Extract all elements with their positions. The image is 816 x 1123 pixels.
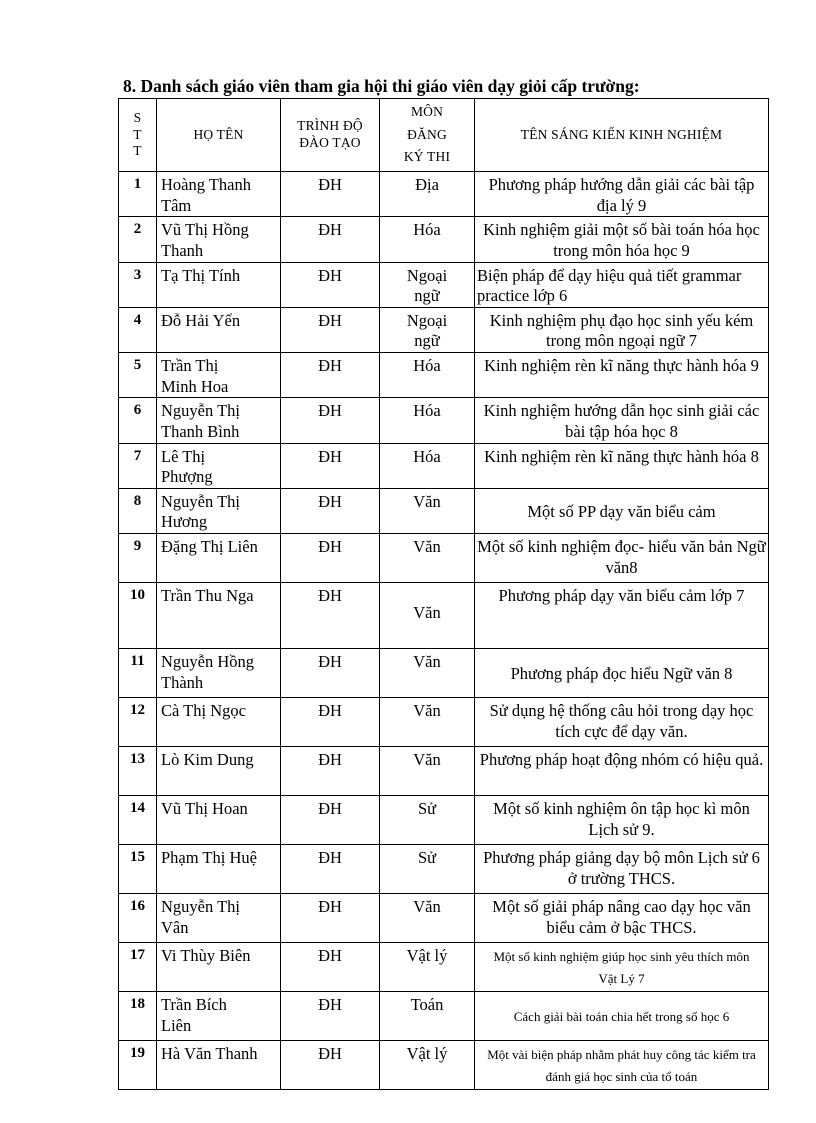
header-stt: STT (119, 99, 157, 172)
cell-degree: ĐH (281, 583, 380, 649)
cell-initiative: Biện pháp để dạy hiệu quả tiết grammar practice lớp 6 (475, 262, 769, 307)
cell-stt: 10 (119, 583, 157, 649)
cell-name: Nguyễn Thị Thanh Bình (157, 398, 281, 443)
cell-subject: Vật lý (380, 943, 475, 992)
table-row (119, 172, 769, 217)
cell-initiative: Phương pháp dạy văn biểu cảm lớp 7 (475, 583, 769, 649)
header-initiative: TÊN SÁNG KIẾN KINH NGHIỆM (475, 99, 769, 172)
cell-name: Hà Văn Thanh (157, 1041, 281, 1090)
cell-degree: ĐH (281, 992, 380, 1041)
cell-name: Nguyễn Hồng Thành (157, 649, 281, 698)
cell-degree: ĐH (281, 398, 380, 443)
table-row (119, 307, 769, 352)
cell-stt: 4 (119, 307, 157, 352)
cell-stt: 8 (119, 488, 157, 533)
cell-stt: 15 (119, 845, 157, 894)
cell-subject: Địa (380, 172, 475, 217)
cell-initiative: Một số kinh nghiệm giúp học sinh yêu thích môn Vật Lý 7 (475, 943, 769, 992)
cell-stt: 5 (119, 353, 157, 398)
cell-stt: 17 (119, 943, 157, 992)
cell-degree: ĐH (281, 488, 380, 533)
cell-subject: Hóa (380, 443, 475, 488)
cell-stt: 18 (119, 992, 157, 1041)
cell-initiative: Kinh nghiệm rèn kĩ năng thực hành hóa 9 (475, 353, 769, 398)
table-row (119, 534, 769, 583)
table-header-row (119, 99, 769, 172)
cell-name: Vi Thùy Biên (157, 943, 281, 992)
cell-degree: ĐH (281, 534, 380, 583)
page-title: 8. Danh sách giáo viên tham gia hội thi giáo viên dạy giỏi cấp trường: (123, 76, 640, 96)
cell-stt: 19 (119, 1041, 157, 1090)
cell-subject: Văn (380, 698, 475, 747)
cell-degree: ĐH (281, 443, 380, 488)
cell-initiative: Phương pháp đọc hiểu Ngữ văn 8 (475, 649, 769, 698)
cell-stt: 2 (119, 217, 157, 262)
cell-subject: Văn (380, 649, 475, 698)
header-name: HỌ TÊN (157, 99, 281, 172)
cell-name: Lò Kim Dung (157, 747, 281, 796)
table-row (119, 943, 769, 992)
cell-subject: Toán (380, 992, 475, 1041)
cell-stt: 9 (119, 534, 157, 583)
table-row (119, 353, 769, 398)
cell-subject: Hóa (380, 353, 475, 398)
cell-name: Nguyễn Thị Vân (157, 894, 281, 943)
cell-initiative: Một vài biện pháp nhằm phát huy công tác kiểm tra đánh giá học sinh của tổ toán (475, 1041, 769, 1090)
cell-name: Hoàng Thanh Tâm (157, 172, 281, 217)
cell-stt: 11 (119, 649, 157, 698)
cell-name: Cà Thị Ngọc (157, 698, 281, 747)
cell-initiative: Phương pháp giảng dạy bộ môn Lịch sử 6 ở trường THCS. (475, 845, 769, 894)
cell-stt: 7 (119, 443, 157, 488)
cell-stt: 13 (119, 747, 157, 796)
cell-degree: ĐH (281, 262, 380, 307)
cell-degree: ĐH (281, 307, 380, 352)
cell-degree: ĐH (281, 1041, 380, 1090)
cell-degree: ĐH (281, 217, 380, 262)
cell-stt: 3 (119, 262, 157, 307)
cell-subject: Vật lý (380, 1041, 475, 1090)
table-row (119, 217, 769, 262)
table-row (119, 1041, 769, 1090)
cell-name: Tạ Thị Tính (157, 262, 281, 307)
table-row (119, 649, 769, 698)
cell-stt: 14 (119, 796, 157, 845)
cell-degree: ĐH (281, 747, 380, 796)
cell-degree: ĐH (281, 353, 380, 398)
cell-initiative: Một số kinh nghiệm đọc- hiểu văn bản Ngữ văn8 (475, 534, 769, 583)
table-row (119, 262, 769, 307)
cell-degree: ĐH (281, 649, 380, 698)
cell-name: Nguyễn Thị Hương (157, 488, 281, 533)
cell-stt: 12 (119, 698, 157, 747)
cell-initiative: Kinh nghiệm rèn kĩ năng thực hành hóa 8 (475, 443, 769, 488)
table-row (119, 845, 769, 894)
cell-subject: Văn (380, 894, 475, 943)
cell-degree: ĐH (281, 698, 380, 747)
table-row (119, 583, 769, 649)
cell-degree: ĐH (281, 172, 380, 217)
cell-subject: Văn (380, 534, 475, 583)
cell-initiative: Phương pháp hoạt động nhóm có hiệu quả. (475, 747, 769, 796)
cell-name: Phạm Thị Huệ (157, 845, 281, 894)
header-subject: MÔN ĐĂNG KÝ THI (380, 99, 475, 172)
cell-initiative: Phương pháp hướng dẫn giải các bài tập địa lý 9 (475, 172, 769, 217)
teacher-table (118, 98, 769, 1090)
table-row (119, 698, 769, 747)
table-row (119, 894, 769, 943)
cell-name: Vũ Thị Hoan (157, 796, 281, 845)
cell-initiative: Cách giải bài toán chia hết trong số học 6 (475, 992, 769, 1041)
table-row (119, 398, 769, 443)
cell-stt: 1 (119, 172, 157, 217)
cell-name: Đỗ Hải Yến (157, 307, 281, 352)
cell-degree: ĐH (281, 796, 380, 845)
cell-stt: 6 (119, 398, 157, 443)
cell-name: Trần Thu Nga (157, 583, 281, 649)
cell-subject: Hóa (380, 398, 475, 443)
header-degree: TRÌNH ĐỘ ĐÀO TẠO (281, 99, 380, 172)
cell-initiative: Kinh nghiệm phụ đạo học sinh yếu kém trong môn ngoại ngữ 7 (475, 307, 769, 352)
cell-degree: ĐH (281, 845, 380, 894)
cell-name: Lê Thị Phượng (157, 443, 281, 488)
cell-subject: Sử (380, 845, 475, 894)
cell-name: Trần Bích Liên (157, 992, 281, 1041)
cell-subject: Ngoại ngữ (380, 262, 475, 307)
cell-subject: Văn (380, 747, 475, 796)
table-row (119, 443, 769, 488)
table-row (119, 796, 769, 845)
table-row (119, 992, 769, 1041)
cell-degree: ĐH (281, 943, 380, 992)
cell-subject: Sử (380, 796, 475, 845)
cell-initiative: Một số giải pháp nâng cao dạy học văn biểu cảm ở bậc THCS. (475, 894, 769, 943)
cell-initiative: Kinh nghiệm hướng dẫn học sinh giải các bài tập hóa học 8 (475, 398, 769, 443)
cell-stt: 16 (119, 894, 157, 943)
cell-subject: Hóa (380, 217, 475, 262)
cell-initiative: Một số PP dạy văn biểu cảm (475, 488, 769, 533)
cell-initiative: Sử dụng hệ thống câu hỏi trong dạy học tích cực để dạy văn. (475, 698, 769, 747)
cell-subject: Ngoại ngữ (380, 307, 475, 352)
table-row (119, 488, 769, 533)
cell-initiative: Kinh nghiệm giải một số bài toán hóa học trong môn hóa học 9 (475, 217, 769, 262)
table-row (119, 747, 769, 796)
cell-name: Đặng Thị Liên (157, 534, 281, 583)
cell-subject: Văn (380, 583, 475, 649)
cell-initiative: Một số kinh nghiệm ôn tập học kì môn Lịch sử 9. (475, 796, 769, 845)
cell-name: Trần Thị Minh Hoa (157, 353, 281, 398)
cell-name: Vũ Thị Hồng Thanh (157, 217, 281, 262)
cell-subject: Văn (380, 488, 475, 533)
cell-degree: ĐH (281, 894, 380, 943)
